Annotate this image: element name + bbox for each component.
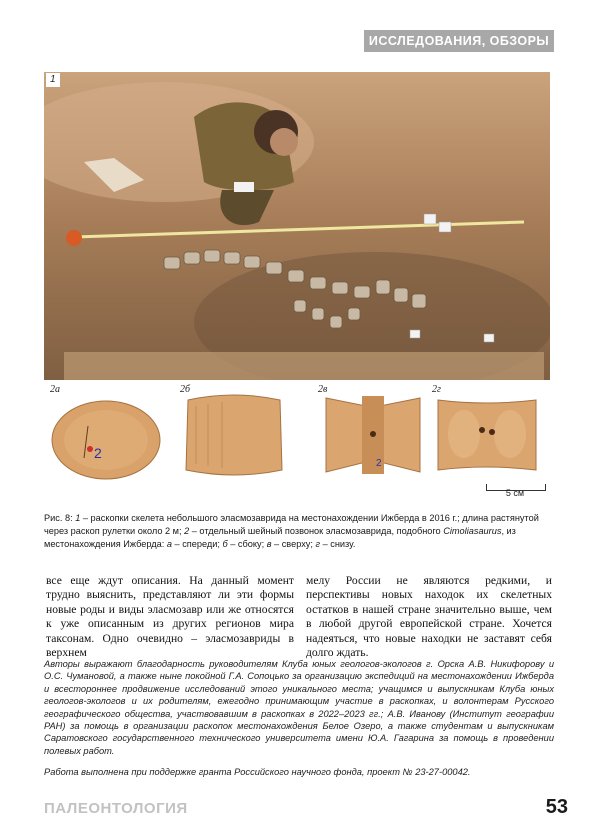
panel-label-2v: 2в: [318, 384, 328, 395]
vertebra-bottom-view: [430, 386, 544, 482]
panel-label-2b: 2б: [180, 384, 191, 395]
panel-label-2g: 2г: [432, 384, 441, 395]
excavation-scene-illustration: [44, 72, 550, 380]
panel-label-2a: 2а: [50, 384, 60, 395]
figure-number-label: 1: [46, 73, 60, 87]
vertebra-front-view: [48, 386, 162, 482]
body-text-right-column: мелу России не являются редкими, и перспективы новых находок их скелетных остатков в нашей стране значительно выше, чем в любой другой европейской стране. Хочется надеяться, что новые находки не заставят себя долго ждать.: [306, 574, 552, 660]
specimen-mark: 2: [94, 445, 102, 461]
vertebra-side-view: [178, 386, 292, 482]
acknowledgements: Авторы выражают благодарность руководителям Клуба юных геологов-экологов г. Орска А.В. Никифорову и О.С. Чумановой, а также ныне покойной Г.А. Сопоцько за организацию экспедиций на местонахождении Ижберда и всестороннее продвижение исследований этого уникального места; учащимся и выпускникам Клуба юных геологов-экологов и их родителям, ежегодно принимающим участие в раскопках, и волонтерам Русского географического общества, участвовавшим в раскопках в 2022–2023 гг.; А.В. Иванову (Институт географии РАН) за помощь в организации раскопок местонахождения Белое Озеро, а также студентам и выпускникам Саратовского государственного технического университета имени Ю.А. Гагарина за помощь в проведении полевых работ.: [44, 659, 554, 756]
body-text-left-column: все еще ждут описания. На данный момент трудно выяснить, представляют ли эти формы новые роды и виды эласмозавр или же относятся к уже описанным из других регионов мира таксонам. Одно очевидно – эласмозавриды в верхнем: [46, 574, 294, 660]
page-number: 53: [545, 796, 568, 818]
figure-caption: Рис. 8: 1 – раскопки скелета небольшого эласмозаврида на местонахождении Ижберда в 2016 г.; длина растянутой через раскоп рулетки около 2 м; 2 – отдельный шейный позвонок эласмозаврида, подобного Cimoliasaurus, из местонахождения Ижберда: а – спереди; б – сбоку; в – сверху; г – снизу.: [44, 513, 539, 549]
excavation-photo: [44, 72, 550, 380]
section-header: ИССЛЕДОВАНИЯ, ОБЗОРЫ: [364, 30, 554, 52]
footer-section-title: ПАЛЕОНТОЛОГИЯ: [44, 800, 188, 817]
scale-bar-label: 5 см: [505, 488, 525, 498]
grant-note: Работа выполнена при поддержке гранта Российского научного фонда, проект № 23-27-00042.: [44, 767, 471, 777]
specimen-mark: 2: [376, 458, 382, 469]
vertebra-top-view: [316, 386, 430, 482]
